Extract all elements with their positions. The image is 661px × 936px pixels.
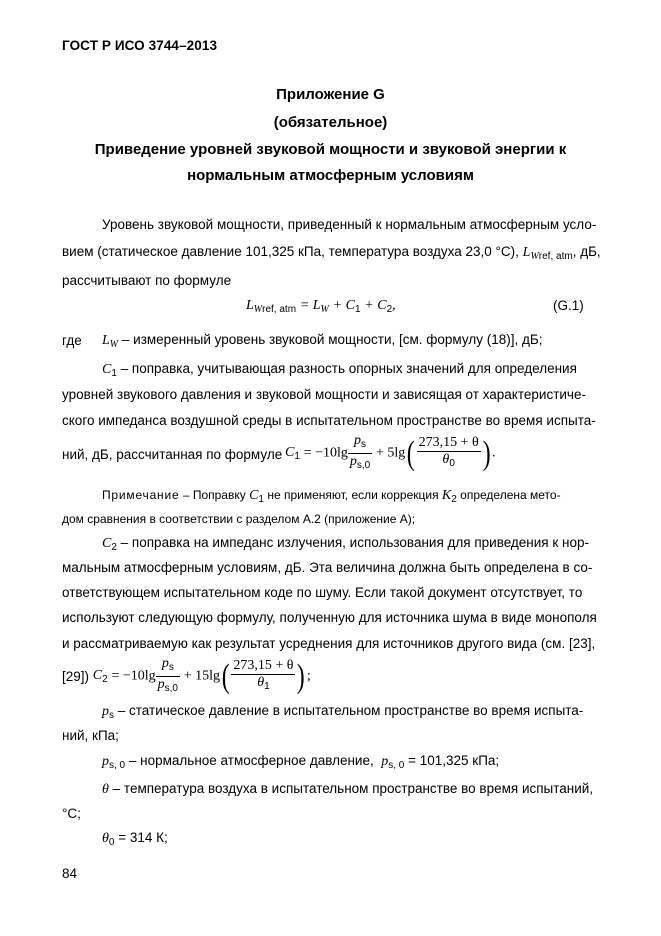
theta0-line: $\theta_0 = 314$ К; [102, 830, 168, 848]
ps0-line: $p_{s, 0}$ – нормальное атмосферное давление, $p_{s, 0} = 101,325$ кПа; [102, 753, 500, 771]
where-lw: $L_W$ – измеренный уровень звуковой мощности, [см. формулу (18)], дБ; [102, 332, 543, 350]
intro-line3: рассчитывают по формуле [62, 273, 232, 288]
c1-line2: уровней звукового давления и звуковой мощности и зависящая от характеристиче- [62, 387, 586, 402]
annex-heading-line2: нормальным атмосферным условиям [187, 167, 474, 184]
c2-line2: мальным атмосферным условиям, дБ. Эта величина должна быть определена в со- [62, 560, 593, 575]
theta-line1: θ – температура воздуха в испытательном пространстве во время испытаний, [102, 781, 594, 797]
note-label: Примечание [102, 488, 180, 502]
annex-title: Приложение G [276, 86, 385, 103]
note-line1: Примечание – Поправку $C_1$ не применяют, если коррекция $K_2$ определена мето- [102, 488, 561, 505]
theta-line2: °С; [62, 806, 81, 821]
formula-g1-number: (G.1) [553, 298, 584, 313]
annex-heading-line1: Приведение уровней звуковой мощности и звуковой энергии к [94, 141, 567, 158]
intro-line2-end: , дБ, [572, 244, 601, 259]
where-label: где [62, 333, 82, 348]
c1-line1: $C_1$ – поправка, учитывающая разность опорных значений для определения [102, 361, 577, 379]
document-id-header: ГОСТ Р ИСО 3744–2013 [62, 38, 218, 53]
intro-line2 [62, 244, 601, 262]
page-number: 84 [62, 866, 78, 881]
c2-line1: $C_2$ – поправка на импеданс излучения, использования для приведения к нор- [102, 535, 589, 553]
ps-line1: $p_s$ – статическое давление в испытательном пространстве во время испыта- [102, 703, 584, 721]
ps-line2: ний, кПа; [62, 728, 119, 743]
formula-c2: [29]) $C_2 = -10\lg$ $\frac{p_s}{p_{s,0}}$ + 15lg( $\frac{273,15 + \theta}{\theta_1}$ ) ; [62, 656, 311, 695]
formula-g1: $L_{Wref, atm} = L_W + C_1 + C_2$, [246, 298, 396, 315]
c2-line3: ответствующем испытательном коде по шуму. Если такой документ отсутствует, то [62, 585, 583, 600]
c1-line4: ний, дБ, рассчитанная по формуле [62, 447, 283, 462]
c2-line4: используют следующую формулу, полученную для источника шума в виде монополя [62, 610, 597, 625]
formula-c1: $C_1 = -10\lg$ $\frac{p_s}{p_{s,0}}$ + 5lg( $\frac{273,15 + \theta}{\theta_0}$ ) . [285, 433, 496, 472]
c2-line5: и рассматриваемую как результат усреднения для источников другого вида (см. [23], [62, 636, 596, 651]
annex-status: (обязательное) [273, 114, 388, 131]
intro-line2-text: вием (статическое давление 101,325 кПа, температура воздуха 23,0 °С), [62, 244, 519, 259]
note-line2: дом сравнения в соответствии с разделом А.2 (приложение А); [62, 512, 416, 526]
intro-symbol-l: $L_{Wref, atm}$ [522, 245, 573, 262]
c1-line3: ского импеданса воздушной среды в испытательном пространстве во время испыта- [62, 413, 596, 428]
intro-line1: Уровень звуковой мощности, приведенный к нормальным атмосферным усло- [102, 217, 597, 232]
